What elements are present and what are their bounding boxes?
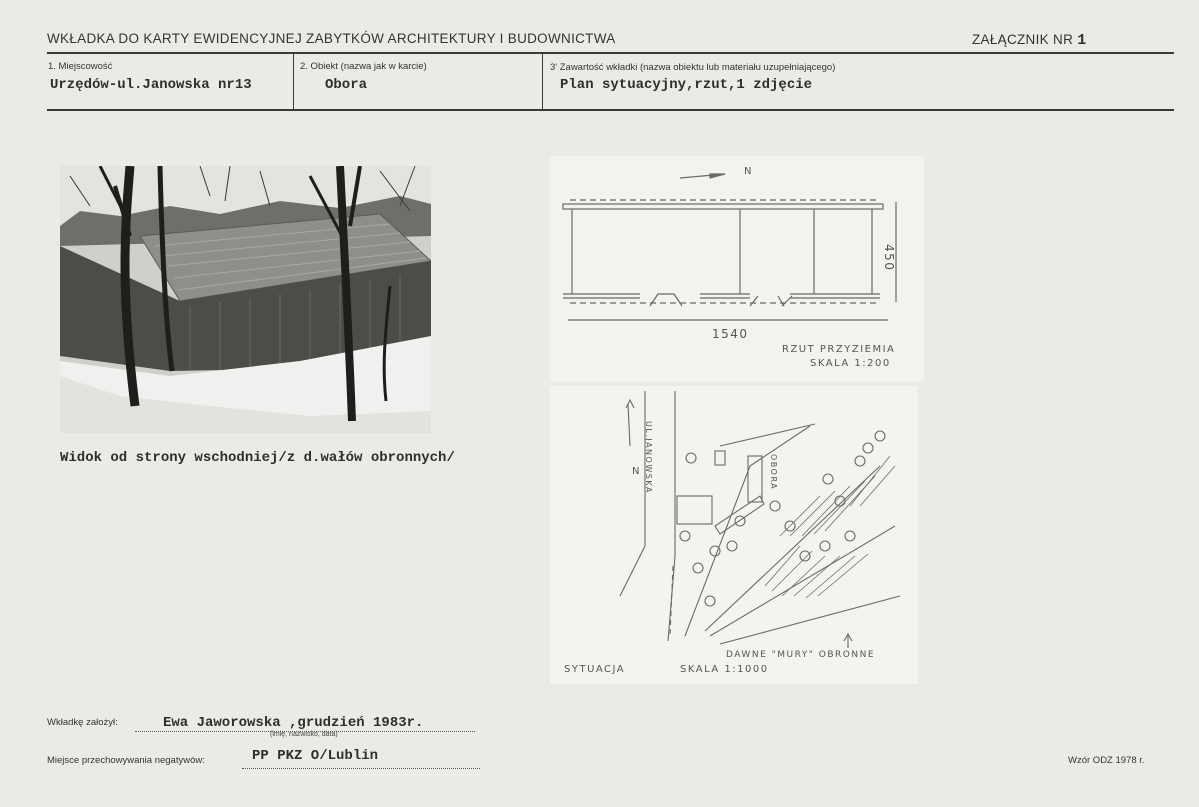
appendix-label [972, 32, 1087, 49]
floor-plan-scale: SKALA 1:200 [810, 358, 891, 369]
appendix-number: 1 [1077, 32, 1087, 49]
contents-value: Plan sytuacyjny,rzut,1 zdjęcie [560, 77, 813, 93]
form-title: WKŁADKA DO KARTY EWIDENCYJNEJ ZABYTKÓW ARCHITEKTURY I BUDOWNICTWA [47, 31, 616, 46]
site-plan-scale: SKALA 1:1000 [680, 664, 769, 675]
author-label: Wkładkę założył: [47, 717, 118, 728]
street-label: UL.JANOWSKA [644, 421, 653, 494]
contents-label: 3' Zawartość wkładki (nazwa obiektu lub materiału uzupełniającego) [550, 62, 836, 73]
object-value: Obora [325, 77, 368, 93]
column-divider-1 [293, 54, 294, 110]
barn-photo-image [60, 166, 431, 433]
site-plan-svg [550, 386, 918, 684]
photo-caption: Widok od strony wschodniej/z d.wałów obronnych/ [60, 450, 455, 466]
floor-plan-depth: 450 [882, 244, 896, 272]
site-plan-title: SYTUACJA [564, 664, 626, 675]
appendix-label-text: ZAŁĄCZNIK NR [972, 32, 1074, 47]
object-label: 2. Obiekt (nazwa jak w karcie) [300, 61, 427, 72]
location-label: 1. Miejscowość [48, 61, 113, 72]
floor-plan-north: N [744, 166, 753, 177]
storage-label: Miejsce przechowywania negatywów: [47, 755, 205, 766]
floor-plan-title: RZUT PRZYZIEMIA [782, 344, 896, 355]
header-rule [47, 52, 1174, 54]
location-value: Urzędów-ul.Janowska nr13 [50, 77, 252, 93]
floor-plan-width: 1540 [712, 327, 749, 341]
form-version: Wzór ODZ 1978 r. [1068, 755, 1145, 766]
floor-plan-drawing [550, 156, 924, 382]
site-plan-north: N [632, 466, 641, 477]
building-label: OBORA [769, 454, 778, 491]
fields-rule [47, 109, 1174, 111]
storage-value: PP PKZ O/Lublin [252, 748, 379, 764]
storage-line [242, 768, 480, 769]
author-value: Ewa Jaworowska ,grudzień 1983r. [163, 715, 424, 731]
barn-photo [60, 166, 431, 433]
author-hint: (imię, nazwisko, data) [270, 731, 338, 738]
site-plan-drawing [550, 386, 918, 684]
column-divider-2 [542, 54, 543, 110]
walls-label: DAWNE "MURY" OBRONNE [726, 650, 876, 660]
